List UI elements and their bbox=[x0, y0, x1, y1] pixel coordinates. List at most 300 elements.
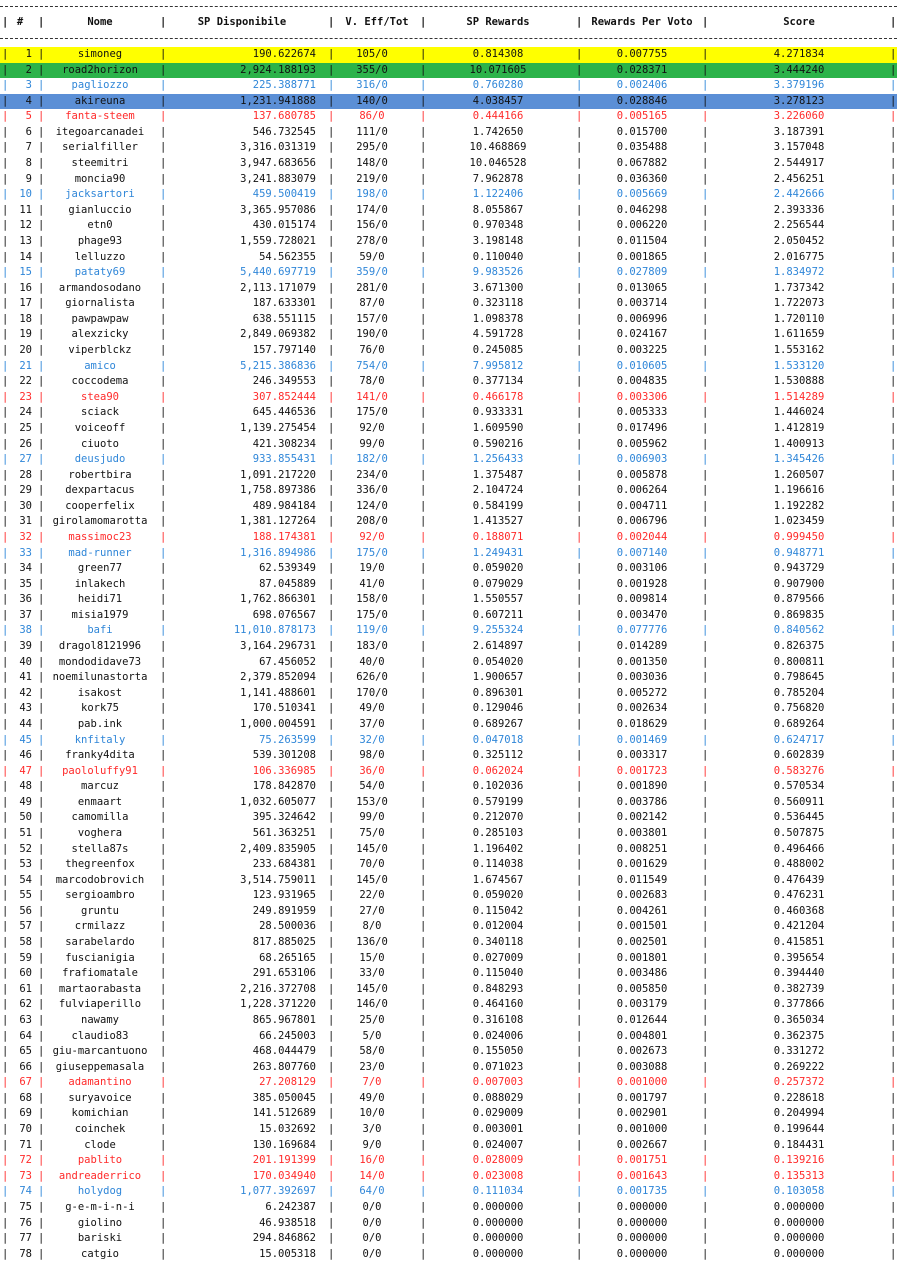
name-cell: pagliozzo bbox=[71, 79, 129, 92]
table-row bbox=[0, 577, 897, 593]
column-separator: | bbox=[420, 344, 427, 357]
rank-cell: 48 bbox=[19, 780, 32, 793]
sp-rewards-cell: 0.340118 bbox=[472, 936, 524, 949]
sp-rewards-cell: 9.983526 bbox=[472, 266, 524, 279]
column-separator: | bbox=[160, 48, 167, 60]
column-separator: | bbox=[2, 1169, 9, 1182]
table-row bbox=[0, 390, 897, 406]
table-row bbox=[0, 234, 897, 250]
column-separator: | bbox=[702, 125, 709, 138]
sp-rewards-cell: 0.689267 bbox=[472, 717, 524, 730]
column-separator: | bbox=[702, 468, 709, 481]
sp-cell: 178.842870 bbox=[252, 780, 316, 793]
column-separator: | bbox=[2, 188, 9, 201]
column-separator: | bbox=[38, 1013, 45, 1026]
votes-cell: 219/0 bbox=[356, 172, 388, 185]
rank-cell: 1 bbox=[25, 48, 32, 60]
column-separator: | bbox=[328, 624, 335, 637]
rewards-per-vote-cell: 0.004261 bbox=[616, 904, 668, 917]
score-cell: 1.737342 bbox=[773, 281, 825, 294]
table-row bbox=[0, 187, 897, 203]
rank-cell: 17 bbox=[19, 297, 32, 310]
sp-rewards-cell: 0.054020 bbox=[472, 655, 524, 668]
column-separator: | bbox=[576, 203, 583, 216]
column-separator: | bbox=[2, 686, 9, 699]
column-separator: | bbox=[2, 873, 9, 886]
name-cell: nawamy bbox=[81, 1013, 119, 1026]
score-cell: 0.756820 bbox=[773, 702, 825, 715]
column-separator: | bbox=[38, 686, 45, 699]
column-separator: | bbox=[38, 79, 45, 92]
column-separator: | bbox=[160, 79, 167, 92]
score-cell: 0.879566 bbox=[773, 593, 825, 606]
name-cell: simoneg bbox=[77, 48, 123, 60]
rewards-per-vote-cell: 0.002406 bbox=[616, 79, 668, 92]
votes-cell: 92/0 bbox=[359, 421, 385, 434]
column-separator: | bbox=[328, 359, 335, 372]
rank-cell: 2 bbox=[25, 63, 32, 76]
votes-cell: 87/0 bbox=[359, 297, 385, 310]
column-separator: | bbox=[890, 1029, 897, 1042]
column-separator: | bbox=[160, 624, 167, 637]
column-separator: | bbox=[576, 453, 583, 466]
table-row bbox=[0, 795, 897, 811]
name-cell: sergioambro bbox=[65, 889, 135, 902]
column-separator: | bbox=[576, 79, 583, 92]
column-separator: | bbox=[328, 702, 335, 715]
rank-cell: 33 bbox=[19, 546, 32, 559]
column-separator: | bbox=[890, 951, 897, 964]
column-separator: | bbox=[576, 764, 583, 777]
rewards-per-vote-cell: 0.018629 bbox=[616, 717, 668, 730]
sp-rewards-cell: 0.377134 bbox=[472, 375, 524, 388]
sp-rewards-cell: 0.245085 bbox=[472, 344, 524, 357]
column-separator: | bbox=[420, 48, 427, 60]
column-separator: | bbox=[38, 234, 45, 247]
column-separator: | bbox=[702, 453, 709, 466]
column-separator: | bbox=[702, 686, 709, 699]
score-cell: 0.496466 bbox=[773, 842, 825, 855]
column-separator: | bbox=[702, 48, 709, 60]
column-separator: | bbox=[160, 764, 167, 777]
column-separator: | bbox=[702, 157, 709, 170]
sp-rewards-cell: 0.325112 bbox=[472, 749, 524, 762]
rewards-per-vote-cell: 0.024167 bbox=[616, 328, 668, 341]
table-row bbox=[0, 764, 897, 780]
column-separator: | bbox=[2, 1200, 9, 1213]
column-separator: | bbox=[702, 577, 709, 590]
rewards-per-vote-cell: 0.006220 bbox=[616, 219, 668, 232]
votes-cell: 59/0 bbox=[359, 250, 385, 263]
column-separator: | bbox=[420, 842, 427, 855]
rank-cell: 15 bbox=[19, 266, 32, 279]
rank-cell: 49 bbox=[19, 795, 32, 808]
column-separator: | bbox=[420, 858, 427, 871]
sp-cell: 459.500419 bbox=[252, 188, 316, 201]
name-cell: steemitri bbox=[71, 157, 129, 170]
rank-cell: 32 bbox=[19, 530, 32, 543]
column-separator: | bbox=[420, 390, 427, 403]
name-cell: gruntu bbox=[81, 904, 119, 917]
rank-cell: 27 bbox=[19, 453, 32, 466]
column-separator: | bbox=[576, 998, 583, 1011]
column-separator: | bbox=[702, 219, 709, 232]
column-separator: | bbox=[576, 468, 583, 481]
column-separator: | bbox=[2, 375, 9, 388]
name-cell: sciack bbox=[81, 406, 119, 419]
table-row bbox=[0, 717, 897, 733]
column-separator: | bbox=[576, 515, 583, 528]
rewards-per-vote-cell: 0.027809 bbox=[616, 266, 668, 279]
column-separator: | bbox=[576, 936, 583, 949]
table-row bbox=[0, 982, 897, 998]
column-separator: | bbox=[160, 936, 167, 949]
votes-cell: 76/0 bbox=[359, 344, 385, 357]
votes-cell: 359/0 bbox=[356, 266, 388, 279]
sp-rewards-cell: 3.671300 bbox=[472, 281, 524, 294]
column-separator: | bbox=[576, 281, 583, 294]
votes-cell: 7/0 bbox=[362, 1076, 382, 1089]
column-separator: | bbox=[420, 110, 427, 123]
column-separator: | bbox=[2, 1247, 9, 1260]
column-separator: | bbox=[328, 499, 335, 512]
rewards-per-vote-cell: 0.014289 bbox=[616, 640, 668, 653]
table-row bbox=[0, 156, 897, 172]
column-separator: | bbox=[420, 827, 427, 839]
table-row bbox=[0, 608, 897, 624]
table-row bbox=[0, 530, 897, 546]
rewards-per-vote-cell: 0.003306 bbox=[616, 390, 668, 403]
rewards-per-vote-cell: 0.008251 bbox=[616, 842, 668, 855]
table-row bbox=[0, 172, 897, 188]
column-separator: | bbox=[890, 873, 897, 886]
column-separator: | bbox=[890, 110, 897, 123]
sp-rewards-cell: 0.607211 bbox=[472, 608, 524, 621]
column-separator: | bbox=[2, 562, 9, 575]
rewards-per-vote-cell: 0.004801 bbox=[616, 1029, 668, 1042]
score-cell: 3.278123 bbox=[773, 94, 825, 107]
sp-rewards-cell: 1.609590 bbox=[472, 421, 524, 434]
column-separator: | bbox=[420, 157, 427, 170]
rank-cell: 23 bbox=[19, 390, 32, 403]
column-separator: | bbox=[160, 390, 167, 403]
name-cell: voghera bbox=[77, 827, 123, 839]
column-separator: | bbox=[576, 344, 583, 357]
sp-rewards-cell: 0.579199 bbox=[472, 795, 524, 808]
column-separator: | bbox=[890, 1076, 897, 1089]
rank-cell: 8 bbox=[25, 157, 32, 170]
column-separator: | bbox=[420, 359, 427, 372]
column-separator: | bbox=[890, 375, 897, 388]
sp-rewards-cell: 0.023008 bbox=[472, 1169, 524, 1182]
column-separator: | bbox=[576, 437, 583, 450]
name-cell: giu-marcantuono bbox=[52, 1045, 148, 1058]
column-separator: | bbox=[160, 203, 167, 216]
column-separator: | bbox=[38, 1091, 45, 1104]
score-cell: 0.135313 bbox=[773, 1169, 825, 1182]
column-separator: | bbox=[420, 94, 427, 107]
column-separator: | bbox=[890, 764, 897, 777]
score-cell: 0.507875 bbox=[773, 827, 825, 839]
column-separator: | bbox=[160, 546, 167, 559]
rank-cell: 7 bbox=[25, 141, 32, 154]
score-cell: 1.834972 bbox=[773, 266, 825, 279]
column-separator: | bbox=[890, 608, 897, 621]
column-separator: | bbox=[38, 655, 45, 668]
table-row bbox=[0, 1231, 897, 1247]
votes-cell: 136/0 bbox=[356, 936, 388, 949]
column-separator: | bbox=[160, 873, 167, 886]
column-separator: | bbox=[160, 951, 167, 964]
column-separator: | bbox=[890, 546, 897, 559]
column-separator: | bbox=[420, 593, 427, 606]
sp-rewards-cell: 4.038457 bbox=[472, 94, 524, 107]
name-cell: fuscianigia bbox=[65, 951, 135, 964]
column-separator: | bbox=[420, 468, 427, 481]
column-separator: | bbox=[160, 686, 167, 699]
rank-cell: 62 bbox=[19, 998, 32, 1011]
score-cell: 0.362375 bbox=[773, 1029, 825, 1042]
rewards-per-vote-cell: 0.001000 bbox=[616, 1123, 668, 1136]
column-separator: | bbox=[576, 1013, 583, 1026]
votes-cell: 10/0 bbox=[359, 1107, 385, 1120]
header-row bbox=[0, 15, 897, 31]
column-separator: | bbox=[890, 141, 897, 154]
column-separator: | bbox=[702, 1247, 709, 1260]
votes-cell: 278/0 bbox=[356, 234, 388, 247]
column-separator: | bbox=[328, 141, 335, 154]
votes-cell: 37/0 bbox=[359, 717, 385, 730]
column-separator: | bbox=[576, 375, 583, 388]
column-separator: | bbox=[576, 873, 583, 886]
column-separator: | bbox=[160, 125, 167, 138]
column-separator: | bbox=[420, 811, 427, 824]
votes-cell: 49/0 bbox=[359, 1091, 385, 1104]
column-separator: | bbox=[702, 530, 709, 543]
column-separator: | bbox=[38, 16, 45, 28]
score-cell: 0.536445 bbox=[773, 811, 825, 824]
column-separator: | bbox=[328, 453, 335, 466]
score-cell: 1.446024 bbox=[773, 406, 825, 419]
column-separator: | bbox=[160, 530, 167, 543]
table-row bbox=[0, 888, 897, 904]
score-cell: 1.260507 bbox=[773, 468, 825, 481]
score-cell: 0.785204 bbox=[773, 686, 825, 699]
column-separator: | bbox=[38, 811, 45, 824]
score-cell: 0.460368 bbox=[773, 904, 825, 917]
column-separator: | bbox=[38, 998, 45, 1011]
votes-cell: 75/0 bbox=[359, 827, 385, 839]
votes-cell: 170/0 bbox=[356, 686, 388, 699]
column-separator: | bbox=[702, 1138, 709, 1151]
sp-rewards-cell: 0.212070 bbox=[472, 811, 524, 824]
table-row bbox=[0, 1013, 897, 1029]
sp-cell: 385.050045 bbox=[252, 1091, 316, 1104]
rewards-per-vote-cell: 0.005669 bbox=[616, 188, 668, 201]
column-separator: | bbox=[160, 1045, 167, 1058]
top-rule bbox=[0, 6, 897, 7]
sp-rewards-cell: 10.046528 bbox=[469, 157, 527, 170]
column-separator: | bbox=[890, 593, 897, 606]
votes-cell: 86/0 bbox=[359, 110, 385, 123]
column-separator: | bbox=[702, 1200, 709, 1213]
votes-cell: 40/0 bbox=[359, 655, 385, 668]
rewards-per-vote-cell: 0.003786 bbox=[616, 795, 668, 808]
rank-cell: 76 bbox=[19, 1216, 32, 1229]
sp-cell: 1,381.127264 bbox=[240, 515, 316, 528]
table-row bbox=[0, 1184, 897, 1200]
column-separator: | bbox=[160, 1169, 167, 1182]
column-separator: | bbox=[38, 1045, 45, 1058]
score-cell: 0.199644 bbox=[773, 1123, 825, 1136]
column-separator: | bbox=[2, 1060, 9, 1073]
column-separator: | bbox=[702, 94, 709, 107]
column-separator: | bbox=[890, 125, 897, 138]
column-separator: | bbox=[328, 328, 335, 341]
column-separator: | bbox=[38, 453, 45, 466]
column-separator: | bbox=[890, 749, 897, 762]
rewards-per-vote-cell: 0.007755 bbox=[616, 48, 668, 60]
column-separator: | bbox=[576, 530, 583, 543]
column-separator: | bbox=[2, 936, 9, 949]
column-separator: | bbox=[420, 546, 427, 559]
column-separator: | bbox=[420, 1185, 427, 1198]
column-separator: | bbox=[576, 717, 583, 730]
column-separator: | bbox=[576, 1045, 583, 1058]
votes-cell: 64/0 bbox=[359, 1185, 385, 1198]
column-separator: | bbox=[160, 110, 167, 123]
header-rank: # bbox=[16, 16, 24, 28]
column-separator: | bbox=[702, 266, 709, 279]
sp-rewards-cell: 0.003001 bbox=[472, 1123, 524, 1136]
sp-cell: 3,365.957086 bbox=[240, 203, 316, 216]
rank-cell: 65 bbox=[19, 1045, 32, 1058]
column-separator: | bbox=[38, 203, 45, 216]
column-separator: | bbox=[160, 982, 167, 995]
column-separator: | bbox=[420, 1169, 427, 1182]
column-separator: | bbox=[328, 63, 335, 76]
column-separator: | bbox=[702, 1013, 709, 1026]
votes-cell: 54/0 bbox=[359, 780, 385, 793]
score-cell: 0.395654 bbox=[773, 951, 825, 964]
column-separator: | bbox=[890, 312, 897, 325]
sp-rewards-cell: 10.468869 bbox=[469, 141, 527, 154]
column-separator: | bbox=[38, 936, 45, 949]
score-cell: 0.382739 bbox=[773, 982, 825, 995]
column-separator: | bbox=[890, 281, 897, 294]
rank-cell: 19 bbox=[19, 328, 32, 341]
column-separator: | bbox=[2, 421, 9, 434]
column-separator: | bbox=[38, 110, 45, 123]
sp-cell: 307.852444 bbox=[252, 390, 316, 403]
column-separator: | bbox=[420, 530, 427, 543]
score-cell: 0.139216 bbox=[773, 1154, 825, 1167]
sp-rewards-cell: 1.900657 bbox=[472, 671, 524, 684]
name-cell: thegreenfox bbox=[65, 858, 135, 871]
column-separator: | bbox=[702, 655, 709, 668]
column-separator: | bbox=[420, 312, 427, 325]
rank-cell: 50 bbox=[19, 811, 32, 824]
name-cell: serialfiller bbox=[62, 141, 138, 154]
column-separator: | bbox=[328, 172, 335, 185]
column-separator: | bbox=[576, 1247, 583, 1260]
rank-cell: 26 bbox=[19, 437, 32, 450]
column-separator: | bbox=[420, 266, 427, 279]
table-row bbox=[0, 327, 897, 343]
sp-cell: 2,379.852094 bbox=[240, 671, 316, 684]
column-separator: | bbox=[38, 967, 45, 980]
table-row bbox=[0, 1029, 897, 1045]
column-separator: | bbox=[2, 219, 9, 232]
rank-cell: 68 bbox=[19, 1091, 32, 1104]
rank-cell: 64 bbox=[19, 1029, 32, 1042]
rank-cell: 42 bbox=[19, 686, 32, 699]
column-separator: | bbox=[38, 764, 45, 777]
column-separator: | bbox=[890, 1169, 897, 1182]
column-separator: | bbox=[38, 858, 45, 871]
rank-cell: 16 bbox=[19, 281, 32, 294]
column-separator: | bbox=[160, 967, 167, 980]
sp-rewards-cell: 0.444166 bbox=[472, 110, 524, 123]
name-cell: fanta-steem bbox=[65, 110, 135, 123]
column-separator: | bbox=[160, 312, 167, 325]
score-cell: 0.415851 bbox=[773, 936, 825, 949]
column-separator: | bbox=[890, 640, 897, 653]
column-separator: | bbox=[576, 1232, 583, 1245]
column-separator: | bbox=[420, 998, 427, 1011]
column-separator: | bbox=[576, 858, 583, 871]
column-separator: | bbox=[160, 1060, 167, 1073]
rank-cell: 25 bbox=[19, 421, 32, 434]
rewards-per-vote-cell: 0.003714 bbox=[616, 297, 668, 310]
column-separator: | bbox=[160, 1029, 167, 1042]
sp-rewards-cell: 0.000000 bbox=[472, 1232, 524, 1245]
header-rewards-per-vote: Rewards Per Voto bbox=[591, 16, 693, 28]
sp-cell: 468.044479 bbox=[252, 1045, 316, 1058]
column-separator: | bbox=[576, 312, 583, 325]
rewards-per-vote-cell: 0.002901 bbox=[616, 1107, 668, 1120]
table-row bbox=[0, 639, 897, 655]
name-cell: crmilazz bbox=[74, 920, 126, 933]
column-separator: | bbox=[160, 717, 167, 730]
column-separator: | bbox=[2, 266, 9, 279]
column-separator: | bbox=[328, 842, 335, 855]
rewards-per-vote-cell: 0.003088 bbox=[616, 1060, 668, 1073]
sp-cell: 249.891959 bbox=[252, 904, 316, 917]
sp-rewards-cell: 0.896301 bbox=[472, 686, 524, 699]
column-separator: | bbox=[890, 562, 897, 575]
column-separator: | bbox=[420, 219, 427, 232]
column-separator: | bbox=[420, 982, 427, 995]
column-separator: | bbox=[890, 1200, 897, 1213]
column-separator: | bbox=[2, 110, 9, 123]
votes-cell: 119/0 bbox=[356, 624, 388, 637]
table-row bbox=[0, 359, 897, 375]
column-separator: | bbox=[38, 1247, 45, 1260]
table-row bbox=[0, 47, 897, 63]
score-cell: 1.611659 bbox=[773, 328, 825, 341]
rank-cell: 57 bbox=[19, 920, 32, 933]
column-separator: | bbox=[2, 920, 9, 933]
rewards-per-vote-cell: 0.005878 bbox=[616, 468, 668, 481]
score-cell: 3.226060 bbox=[773, 110, 825, 123]
column-separator: | bbox=[420, 1247, 427, 1260]
sp-rewards-cell: 0.062024 bbox=[472, 764, 524, 777]
rank-cell: 74 bbox=[19, 1185, 32, 1198]
column-separator: | bbox=[420, 1216, 427, 1229]
column-separator: | bbox=[890, 1232, 897, 1245]
rank-cell: 71 bbox=[19, 1138, 32, 1151]
